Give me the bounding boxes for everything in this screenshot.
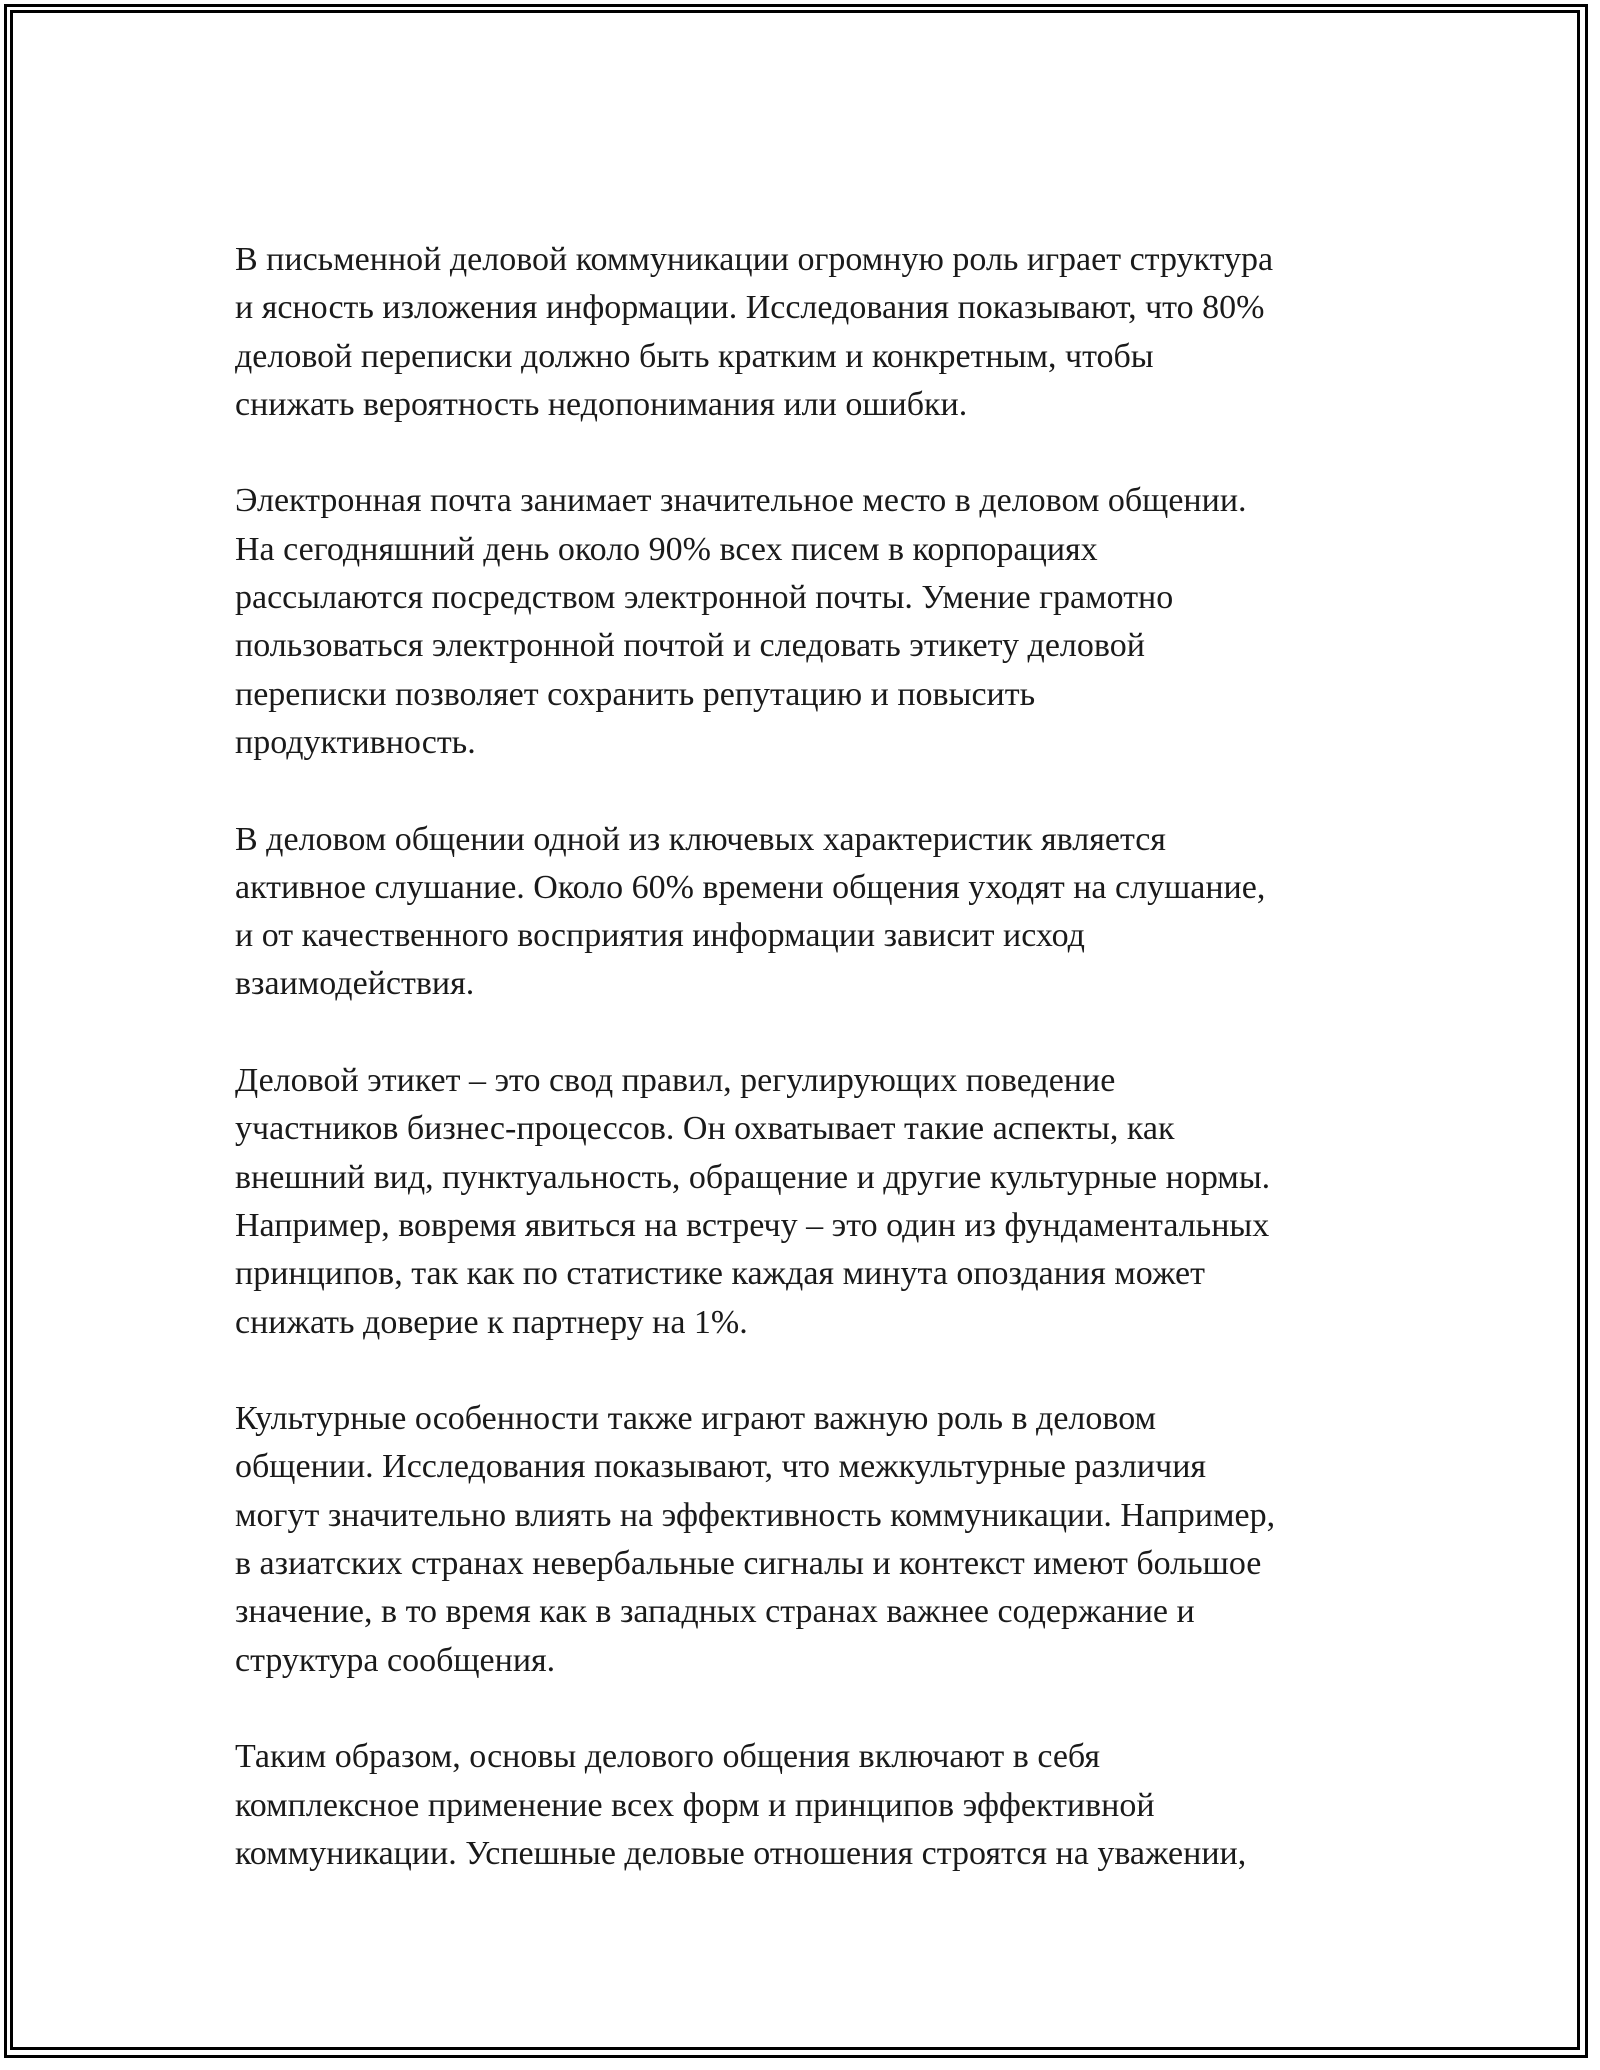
paragraph-business-etiquette (235, 1057, 1385, 1347)
text-line: общении. Исследования показывают, что межкультурные различия (235, 1448, 1207, 1486)
text-line: Электронная почта занимает значительное место в деловом общении. (235, 482, 1247, 520)
paragraph-written-communication (235, 236, 1385, 429)
text-line: принципов, так как по статистике каждая минута опоздания может (235, 1255, 1205, 1293)
paragraph-conclusion (235, 1733, 1385, 1878)
paragraph-active-listening (235, 816, 1385, 1009)
text-line: В письменной деловой коммуникации огромную роль играет структура (235, 241, 1274, 278)
text-line: активное слушание. Около 60% времени общения уходят на слушание, (235, 868, 1266, 906)
document-body (235, 236, 1385, 1926)
text-line: комплексное применение всех форм и принципов эффективной (235, 1786, 1155, 1824)
text-line: В деловом общении одной из ключевых характеристик является (235, 820, 1166, 858)
text-line: снижать вероятность недопонимания или ошибки. (235, 385, 968, 423)
text-line: рассылаются посредством электронной почты. Умение грамотно (235, 579, 1174, 617)
text-line: и от качественного восприятия информации зависит исход (235, 917, 1085, 955)
text-line: и ясность изложения информации. Исследования показывают, что 80% (235, 289, 1265, 327)
text-line: структура сообщения. (235, 1641, 556, 1679)
text-line: Например, вовремя явиться на встречу – это один из фундаментальных (235, 1206, 1270, 1244)
text-line: в азиатских странах невербальные сигналы и контекст имеют большое (235, 1545, 1262, 1583)
text-line: взаимодействия. (235, 965, 475, 1003)
text-line: значение, в то время как в западных странах важнее содержание и (235, 1593, 1195, 1631)
text-line: деловой переписки должно быть кратким и конкретным, чтобы (235, 337, 1154, 375)
text-line: Культурные особенности также играют важную роль в деловом (235, 1400, 1157, 1438)
text-line: пользоваться электронной почтой и следовать этикету деловой (235, 627, 1145, 665)
text-line: переписки позволяет сохранить репутацию и повысить (235, 675, 1036, 713)
paragraph-cultural-features (235, 1395, 1385, 1685)
text-line: Деловой этикет – это свод правил, регулирующих поведение (235, 1062, 1116, 1100)
text-line: На сегодняшний день около 90% всех писем в корпорациях (235, 530, 1098, 568)
text-line: могут значительно влиять на эффективность коммуникации. Например, (235, 1496, 1276, 1534)
text-line: Таким образом, основы делового общения включают в себя (235, 1738, 1101, 1776)
text-line: продуктивность. (235, 723, 476, 761)
paragraph-email (235, 477, 1385, 767)
text-line: внешний вид, пунктуальность, обращение и другие культурные нормы. (235, 1158, 1271, 1196)
text-line: снижать доверие к партнеру на 1%. (235, 1303, 748, 1341)
text-line: участников бизнес-процессов. Он охватывает такие аспекты, как (235, 1110, 1175, 1148)
text-line: коммуникации. Успешные деловые отношения строятся на уважении, (235, 1834, 1247, 1872)
